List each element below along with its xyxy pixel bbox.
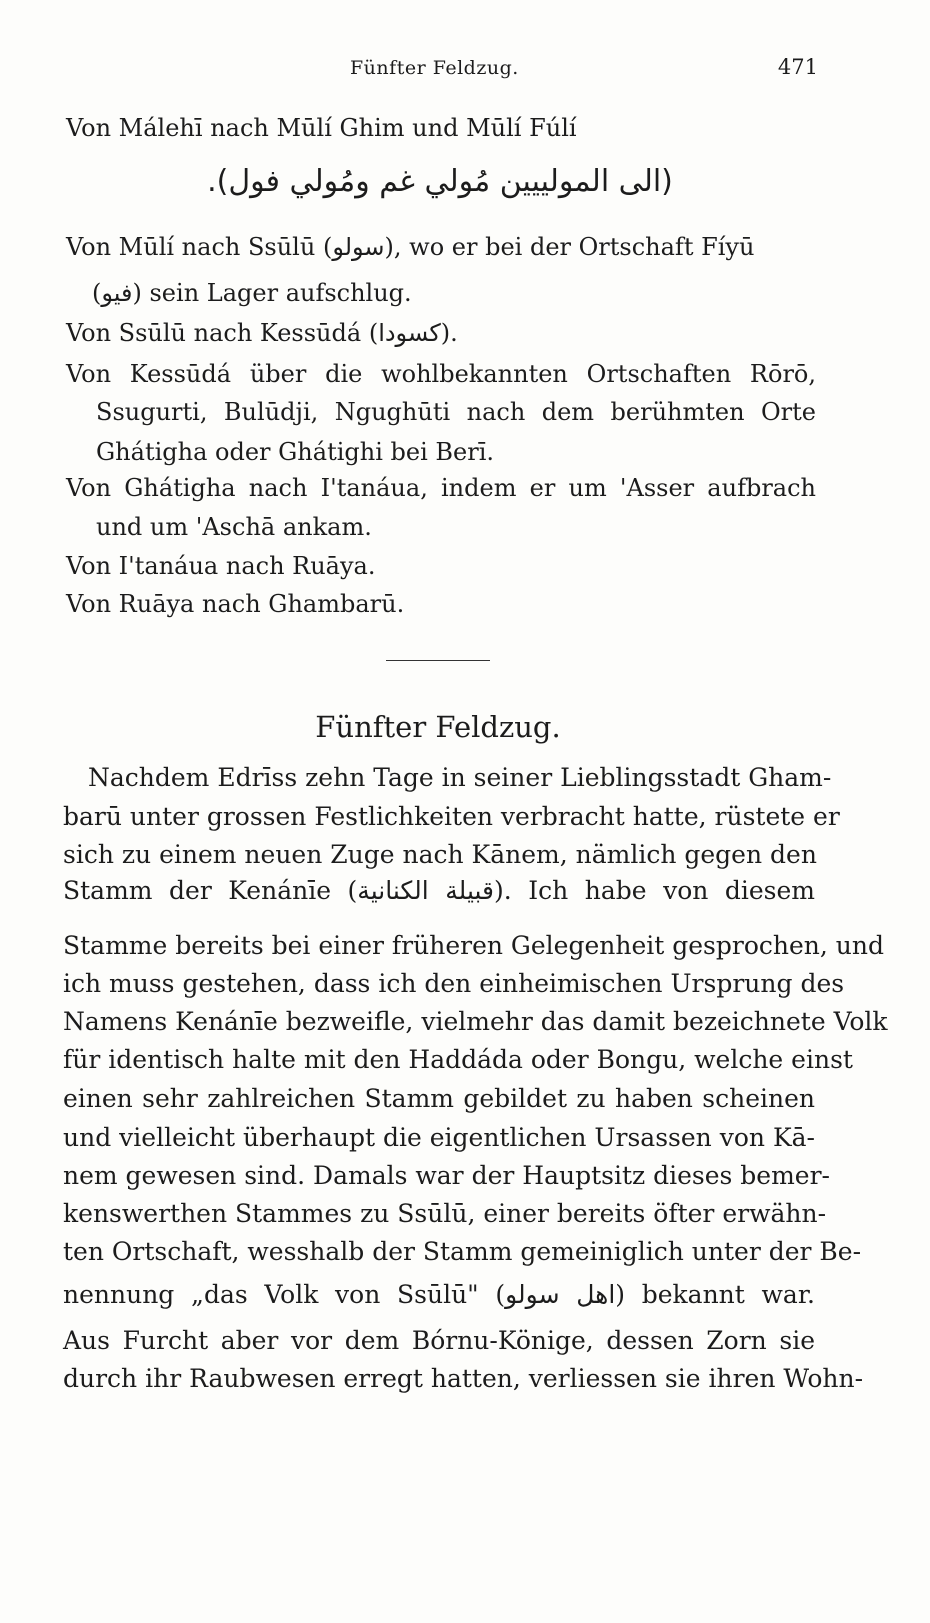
text-segment: ) sein Lager aufschlug.	[132, 279, 412, 307]
page-number: 471	[777, 55, 818, 79]
paragraph-line: für identisch halte mit den Haddáda oder Bongu, welche einst	[63, 1045, 853, 1074]
itinerary-line: Von Ghátigha nach I'tanáua, indem er um 'Asser aufbrach	[66, 474, 816, 502]
arabic-word: قبيلة الكنانية	[357, 876, 494, 905]
paragraph-line: nem gewesen sind. Damals war der Hauptsitz dieses bemer-	[63, 1161, 831, 1190]
paragraph-line: und vielleicht überhaupt die eigentlichen Ursassen von Kā-	[63, 1123, 815, 1152]
itinerary-line: und um 'Aschā ankam.	[96, 513, 372, 541]
paragraph-line: ich muss gestehen, dass ich den einheimischen Ursprung des	[63, 969, 845, 998]
paragraph-line: Namens Kenánīe bezweifle, vielmehr das damit bezeichnete Volk	[63, 1007, 888, 1036]
running-head: Fünfter Feldzug.	[350, 57, 519, 79]
arabic-word: فيو	[101, 279, 133, 307]
itinerary-line	[66, 232, 754, 262]
section-divider	[386, 660, 490, 661]
text-segment: ). Ich habe von diesem	[493, 876, 815, 905]
paragraph-line: Stamme bereits bei einer früheren Gelegenheit gesprochen, und	[63, 931, 884, 960]
paragraph-line: Aus Furcht aber vor dem Bórnu-Könige, dessen Zorn sie	[63, 1326, 815, 1355]
section-heading: Fünfter Feldzug.	[315, 710, 561, 744]
text-segment: nennung „das Volk von Ssūlū" (	[63, 1280, 506, 1309]
text-segment: Von Mūlí nach Ssūlū (	[66, 233, 333, 261]
paragraph-line: Nachdem Edrīss zehn Tage in seiner Lieblingsstadt Gham-	[88, 763, 832, 792]
paragraph-line: sich zu einem neuen Zuge nach Kānem, nämlich gegen den	[63, 840, 817, 869]
paragraph-line: ten Ortschaft, wesshalb der Stamm gemeiniglich unter der Be-	[63, 1237, 862, 1266]
paragraph-line: einen sehr zahlreichen Stamm gebildet zu haben scheinen	[63, 1084, 815, 1113]
text-segment: Stamm der Kenánīe (	[63, 876, 358, 905]
paragraph-line	[63, 1280, 815, 1310]
paragraph-line: durch ihr Raubwesen erregt hatten, verliessen sie ihren Wohn-	[63, 1364, 864, 1393]
arabic-word: سولو	[332, 233, 385, 261]
text-segment: ) bekannt war.	[615, 1280, 815, 1309]
paragraph-line: barū unter grossen Festlichkeiten verbracht hatte, rüstete er	[63, 802, 840, 831]
itinerary-line: Von Málehī nach Mūlí Ghim und Mūlí Fúlí	[66, 114, 577, 142]
arabic-word: اهل سولو	[505, 1280, 616, 1309]
itinerary-line	[92, 278, 412, 308]
paragraph-line: kenswerthen Stammes zu Ssūlū, einer bereits öfter erwähn-	[63, 1199, 827, 1228]
arabic-quote: (الى المولييين مُولي غم ومُولي فول).	[207, 164, 673, 199]
itinerary-line: Ssugurti, Bulūdji, Ngughūti nach dem berühmten Orte	[96, 398, 816, 426]
itinerary-line: Von I'tanáua nach Ruāya.	[66, 552, 376, 580]
text-segment: ), wo er bei der Ortschaft Fíyū	[384, 233, 755, 261]
text-segment: ).	[440, 319, 458, 347]
itinerary-line	[66, 318, 458, 348]
paragraph-line	[63, 876, 815, 906]
itinerary-line: Von Kessūdá über die wohlbekannten Ortschaften Rōrō,	[66, 360, 816, 388]
text-segment: (	[92, 279, 102, 307]
itinerary-line: Von Ruāya nach Ghambarū.	[66, 590, 405, 618]
itinerary-line: Ghátigha oder Ghátighi bei Berī.	[96, 438, 495, 466]
arabic-word: كسودا	[378, 319, 441, 347]
text-segment: Von Ssūlū nach Kessūdá (	[66, 319, 379, 347]
